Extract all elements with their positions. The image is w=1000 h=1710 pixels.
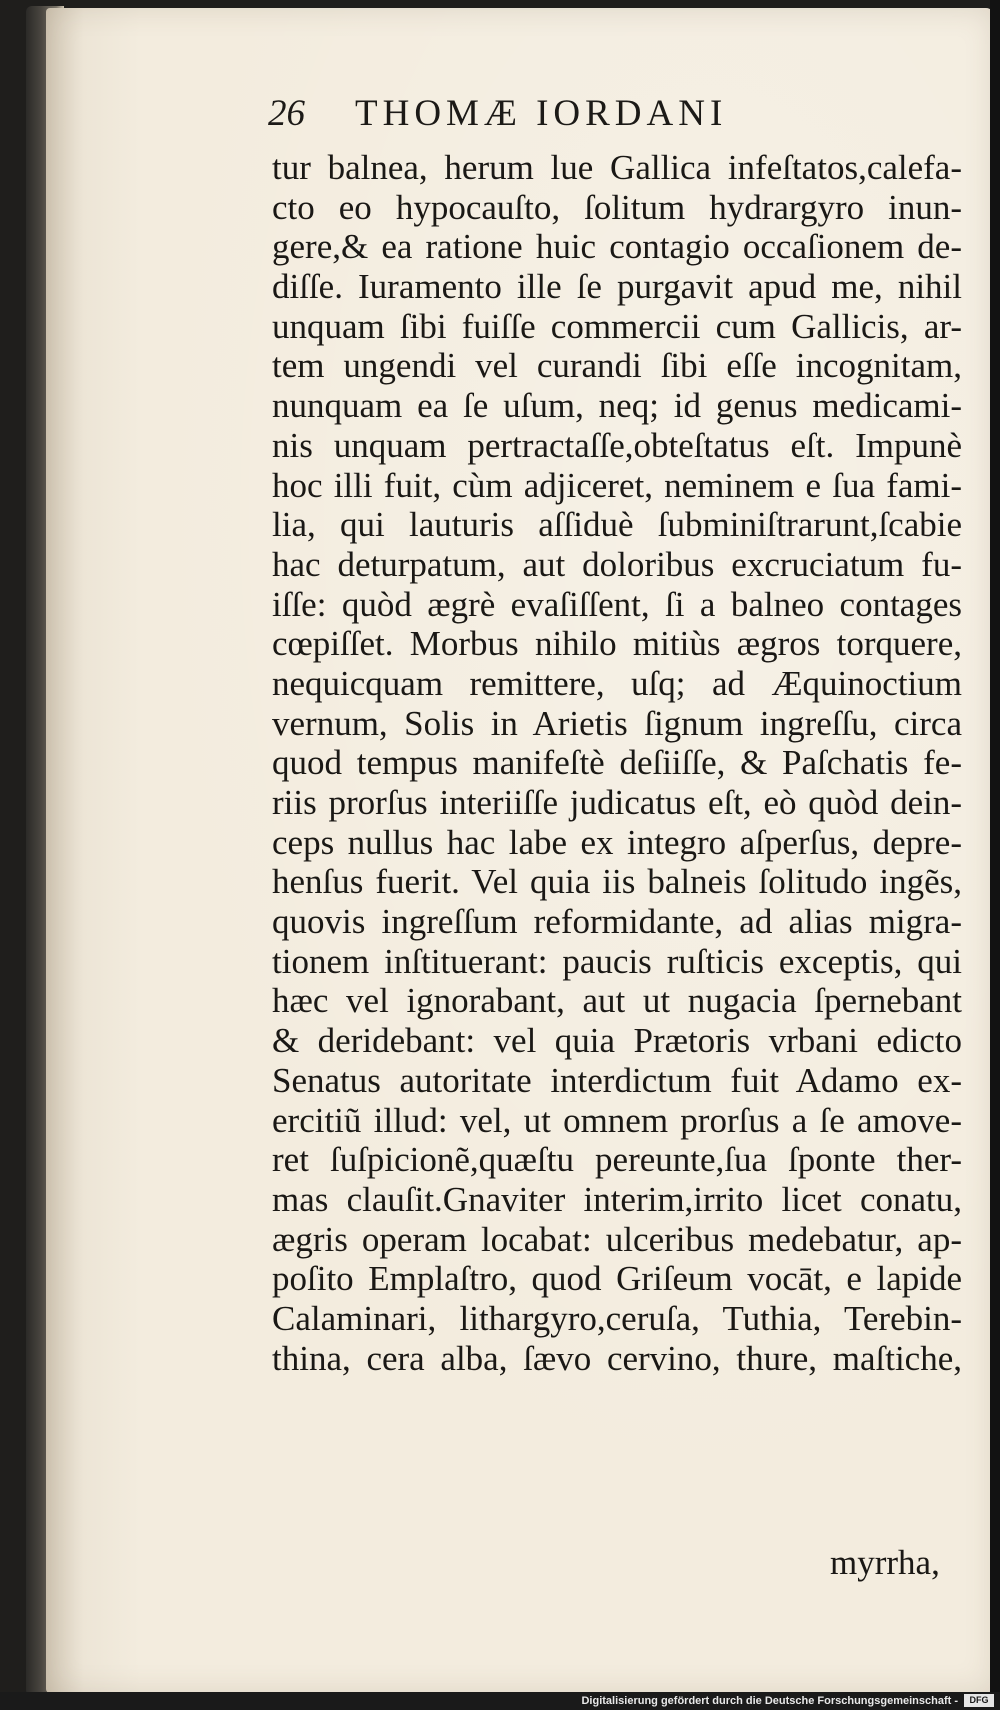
text-line: ercitiũ illud: vel, ut omnem prorſus a ſe amove- — [272, 1100, 962, 1140]
text-line: poſito Emplaſtro, quod Griſeum vocāt, e lapide — [272, 1259, 962, 1299]
text-line: riis prorſus interiiſſe judicatus eſt, eò quòd dein- — [272, 783, 962, 822]
text-line: unquam ſibi fuiſſe commercii cum Gallicis, ar- — [272, 306, 962, 346]
text-line: Calaminari, lithargyro,ceruſa, Tuthia, Terebin- — [272, 1298, 962, 1338]
text-line: mas clauſit.Gnaviter interim,irrito licet conatu, — [272, 1179, 962, 1219]
text-line: cto eo hypocauſto, ſolitum hydrargyro inun- — [272, 187, 962, 227]
scan-border — [990, 0, 1000, 1710]
text-line: lia, qui lauturis aſſiduè ſubminiſtrarunt,ſcabie — [272, 505, 962, 545]
text-line: thina, cera alba, ſævo cervino, thure, maſtiche, — [272, 1338, 962, 1378]
text-line: quovis ingreſſum reformidante, ad alias migra- — [272, 902, 962, 942]
text-line: henſus fuerit. Vel quia iis balneis ſolitudo ingẽs, — [272, 862, 962, 902]
text-line: tur balnea, herum lue Gallica infeſtatos,calefa- — [272, 148, 962, 187]
text-line: cœpiſſet. Morbus nihilo mitiùs ægros torquere, — [272, 624, 962, 664]
text-line: hac deturpatum, aut doloribus excruciatum fu- — [272, 544, 962, 584]
running-title: THOMÆ IORDANI — [355, 93, 728, 134]
page-number: 26 — [268, 93, 305, 134]
text-line: diſſe. Iuramento ille ſe purgavit apud me, nihil — [272, 267, 962, 307]
body-text — [272, 148, 962, 1378]
text-line: ret ſuſpicionẽ,quæſtu pereunte,ſua ſponte ther- — [272, 1140, 962, 1180]
catchword: myrrha, — [830, 1543, 940, 1582]
text-line: vernum, Solis in Arietis ſignum ingreſſu, circa — [272, 703, 962, 743]
text-line: hæc vel ignorabant, aut ut nugacia ſpernebant — [272, 981, 962, 1021]
funding-credit: Digitalisierung gefördert durch die Deutsche Forschungsgemeinschaft - — [581, 1695, 958, 1707]
page-header — [268, 92, 868, 140]
dfg-logo: DFG — [964, 1694, 994, 1707]
text-line: ægris operam locabat: ulceribus medebatur, ap- — [272, 1219, 962, 1259]
text-line: tem ungendi vel curandi ſibi eſſe incognitam, — [272, 346, 962, 386]
text-line: hoc illi fuit, cùm adjiceret, neminem e ſua fami- — [272, 465, 962, 505]
text-line: nequicquam remittere, uſq; ad Æquinoctium — [272, 663, 962, 703]
text-line: & deridebant: vel quia Prætoris vrbani edicto — [272, 1021, 962, 1061]
text-line: quod tempus manifeſtè deſiiſſe, & Paſchatis fe- — [272, 743, 962, 783]
text-line: ceps nullus hac labe ex integro aſperſus, depre- — [272, 822, 962, 862]
text-line: iſſe: quòd ægrè evaſiſſent, ſi a balneo contages — [272, 584, 962, 624]
text-line: nis unquam pertractaſſe,obteſtatus eſt. Impunè — [272, 425, 962, 465]
text-line: gere,& ea ratione huic contagio occaſionem de- — [272, 227, 962, 267]
text-line: nunquam ea ſe uſum, neq; id genus medicami- — [272, 386, 962, 426]
text-line: Senatus autoritate interdictum fuit Adamo ex- — [272, 1060, 962, 1100]
text-line: tionem inſtituerant: paucis ruſticis exceptis, qui — [272, 941, 962, 981]
